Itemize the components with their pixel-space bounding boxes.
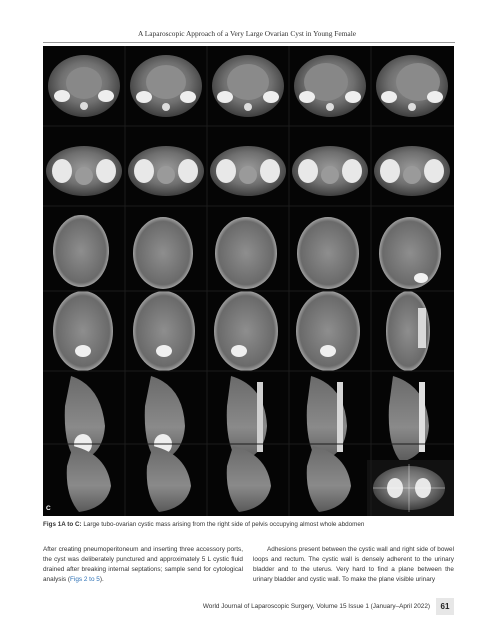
figs-2-5-link[interactable]: Figs 2 to 5 (70, 576, 100, 583)
body-column-left (43, 545, 243, 585)
caption-text: Large tubo-ovarian cystic mass arising from the right side of pelvis occupying almost whole abdomen (81, 521, 365, 528)
row-axial-1 (48, 55, 448, 117)
caption-label: Figs 1A to C: (43, 521, 82, 528)
header-rule (43, 42, 455, 43)
row-axial-2 (46, 146, 450, 196)
row-sagittal-1 (65, 376, 429, 462)
left-col-end: ). (99, 576, 104, 583)
running-head: A Laparoscopic Approach of a Very Large Ovarian Cyst in Young Female (137, 29, 357, 38)
ct-scan-grid (43, 46, 454, 516)
journal-footer: World Journal of Laparoscopic Surgery, Volume 15 Issue 1 (January–April 2022) (202, 603, 430, 610)
ct-figure (43, 46, 454, 516)
left-col-text: After creating pneumoperitoneum and inserting three accessory ports, the cyst was deliberately punctured and approximately 5 L cystic fluid drained after breaking internal septations; sample send for cytological analysis ( (43, 546, 243, 583)
figure-caption (43, 521, 463, 528)
body-column-right (253, 545, 454, 585)
figure-panel-label: C (46, 505, 51, 512)
row-coronal-1 (53, 215, 441, 289)
right-col-text: Adhesions present between the cystic wall and right side of bowel loops and rectum. The cystic wall is densely adherent to the urinary bladder and to the uterus. Very hard to find a plane between the urinary bladder and cystic wall. To make the plane visible urinary (253, 546, 454, 583)
page-number: 61 (436, 598, 454, 615)
row-coronal-2 (53, 291, 430, 371)
